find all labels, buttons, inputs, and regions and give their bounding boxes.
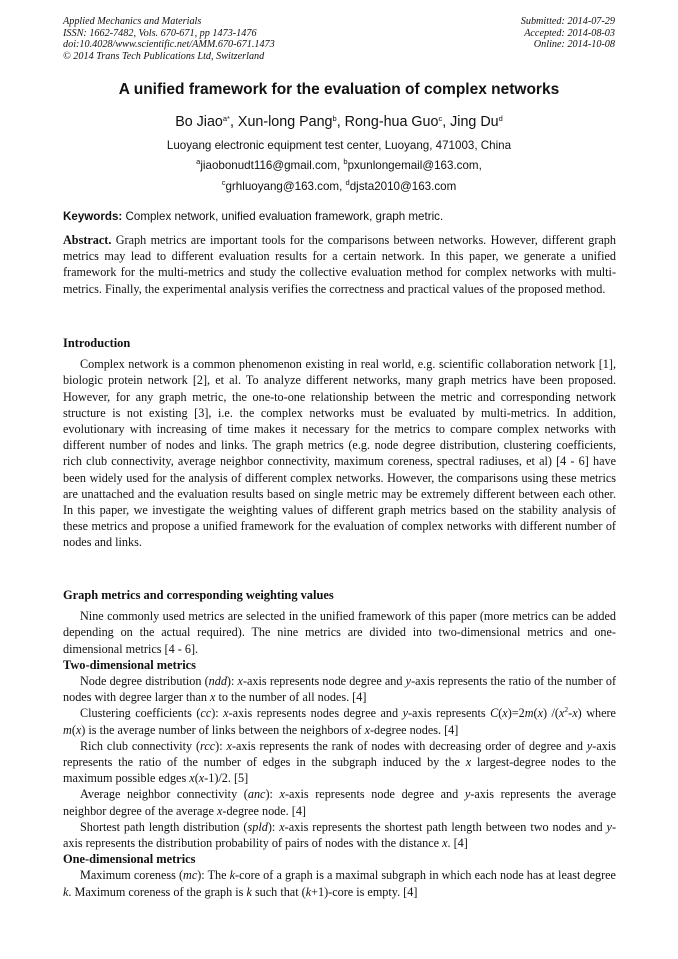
author-superscript: a*	[222, 114, 230, 123]
author-name: Bo Jiao	[175, 114, 223, 130]
email-superscript: d	[345, 178, 350, 187]
author-name: Xun-long Pang	[237, 114, 333, 130]
journal-name: Applied Mechanics and Materials	[63, 16, 202, 27]
graph-metrics-paragraph: Nine commonly used metrics are selected in the unified framework of this paper (more metrics can be added depending on the actual required). The nine metrics are divided into two-dimensional metrics and one-dimensional metrics [4 - 6].	[63, 609, 616, 656]
author-separator: ,	[336, 114, 345, 130]
author-separator: ,	[442, 114, 451, 130]
metric-spld-paragraph: Shortest path length distribution (spld): x-axis represents the shortest path length between two nodes and y-axis represents the distribution probability of pairs of nodes with the distance x. [4]	[63, 819, 616, 851]
author-superscript: d	[498, 114, 503, 123]
email-address[interactable]: grhluoyang@163.com	[225, 180, 340, 193]
journal-header-left	[63, 16, 275, 62]
online-date: Online: 2014-10-08	[533, 39, 615, 51]
author-list	[0, 114, 678, 130]
doi-line: doi:10.4028/www.scientific.net/AMM.670-671.1473	[63, 39, 275, 51]
keywords-text: Complex network, unified evaluation framework, graph metric.	[122, 210, 444, 223]
email-line-2: $^c$grhluoyang@163.com, $^d$djsta2010@163.com	[221, 178, 457, 193]
email-address[interactable]: djsta2010@163.com	[349, 180, 457, 193]
introduction-paragraph: Complex network is a common phenomenon existing in real world, e.g. scientific collaboration network [1], biologic protein network [2], et al. To analyze different networks, many graph metrics have been proposed. However, for any graph metric, the one-to-one relationship between the metric and corresponding network structure is not existing [3], i.e. the complex networks must be evaluated by multi-metrics. In addition, evolutionary with increasing of time makes it necessary for the metrics to compare complex networks with different number of nodes and links. The graph metrics (e.g. node degree distribution, clustering coefficients, rich club connectivity, average neighbor connectivity, maximum coreness, spectral radiuses, et al) [4 - 6] have been widely used for the analysis of different complex networks. However, the comparisons using these metrics are unattached and the evaluation results based on single metric may be extremely different between each other. In this paper, we investigate the weighting values of different graph metrics based on the stability analysis of these metrics and propose a unified framework for the evaluation of complex networks with different number of nodes and links.	[63, 357, 616, 550]
metric-mc-paragraph: Maximum coreness (mc): The k-core of a graph is a maximal subgraph in which each node has at least degree k. Maximum coreness of the graph is k such that (k+1)-core is empty. [4]	[63, 868, 616, 899]
submitted-date: Submitted: 2014-07-29	[520, 16, 615, 27]
affiliation: Luoyang electronic equipment test center, Luoyang, 471003, China	[166, 139, 512, 152]
email-line-1: $^a$jiaobonudt116@gmail.com, $^b$pxunlongemail@163.com,	[196, 157, 482, 172]
metric-ndd-paragraph: Node degree distribution (ndd): x-axis represents node degree and y-axis represents the ratio of the number of nodes with degree larger than x to the number of all nodes. [4]	[63, 674, 617, 705]
keywords-label: Keywords:	[63, 210, 123, 223]
keywords	[63, 210, 616, 223]
metric-rcc-paragraph: Rich club connectivity (rcc): x-axis represents the rank of nodes with decreasing order of degree and y-axis represents the ratio of the number of edges in the subgraph induced by the x largest-degree nodes to the maximum possible edges x(x-1)/2. [5]	[63, 738, 616, 786]
journal-header-right	[521, 16, 615, 51]
author-name: Rong-hua Guo	[344, 114, 439, 130]
accepted-date: Accepted: 2014-08-03	[524, 27, 615, 39]
email-superscript: c	[221, 178, 226, 187]
author-name: Jing Du	[450, 114, 499, 130]
email-address[interactable]: pxunlongemail@163.com	[347, 159, 479, 172]
copyright-line: © 2014 Trans Tech Publications Ltd, Switzerland	[63, 50, 265, 62]
paper-title: A unified framework for the evaluation of complex networks	[118, 81, 560, 98]
subsection-heading-two-dimensional: Two-dimensional metrics	[63, 657, 196, 672]
introduction-section	[63, 335, 616, 551]
author-superscript: c	[438, 114, 443, 123]
metric-anc-paragraph: Average neighbor connectivity (anc): x-axis represents node degree and y-axis represents the average neighbor degree of the average x-degree node. [4]	[63, 787, 617, 818]
email-superscript: a	[196, 157, 201, 166]
abstract-text: Graph metrics are important tools for the comparisons between networks. However, different graph metrics may lead to different evaluation results for a certain network. In this paper, we generate a unified framework for the multi-metrics and study the collective evaluation method for complex networks with multi-metrics. Finally, the experimental analysis verifies the correctness and practical values of the proposed method.	[63, 233, 616, 296]
abstract	[63, 232, 616, 297]
section-heading-introduction: Introduction	[63, 336, 131, 350]
section-heading-graph-metrics: Graph metrics and corresponding weighting values	[63, 588, 334, 602]
email-superscript: b	[343, 157, 348, 166]
graph-metrics-section	[63, 587, 616, 900]
abstract-label: Abstract.	[63, 233, 112, 247]
subsection-heading-one-dimensional: One-dimensional metrics	[63, 852, 196, 867]
email-address[interactable]: jiaobonudt116@gmail.com	[200, 159, 337, 172]
issn-line: ISSN: 1662-7482, Vols. 670-671, pp 1473-1476	[63, 27, 257, 39]
author-superscript: b	[332, 114, 337, 123]
metric-cc-paragraph: Clustering coefficients (cc): x-axis represents nodes degree and y-axis represents C(x)=2m(x) $/(x^2-x)$ where m(x) is the average number of links between the neighbors of x-degree nodes. [4]	[63, 705, 616, 737]
author-separator: ,	[229, 114, 238, 130]
